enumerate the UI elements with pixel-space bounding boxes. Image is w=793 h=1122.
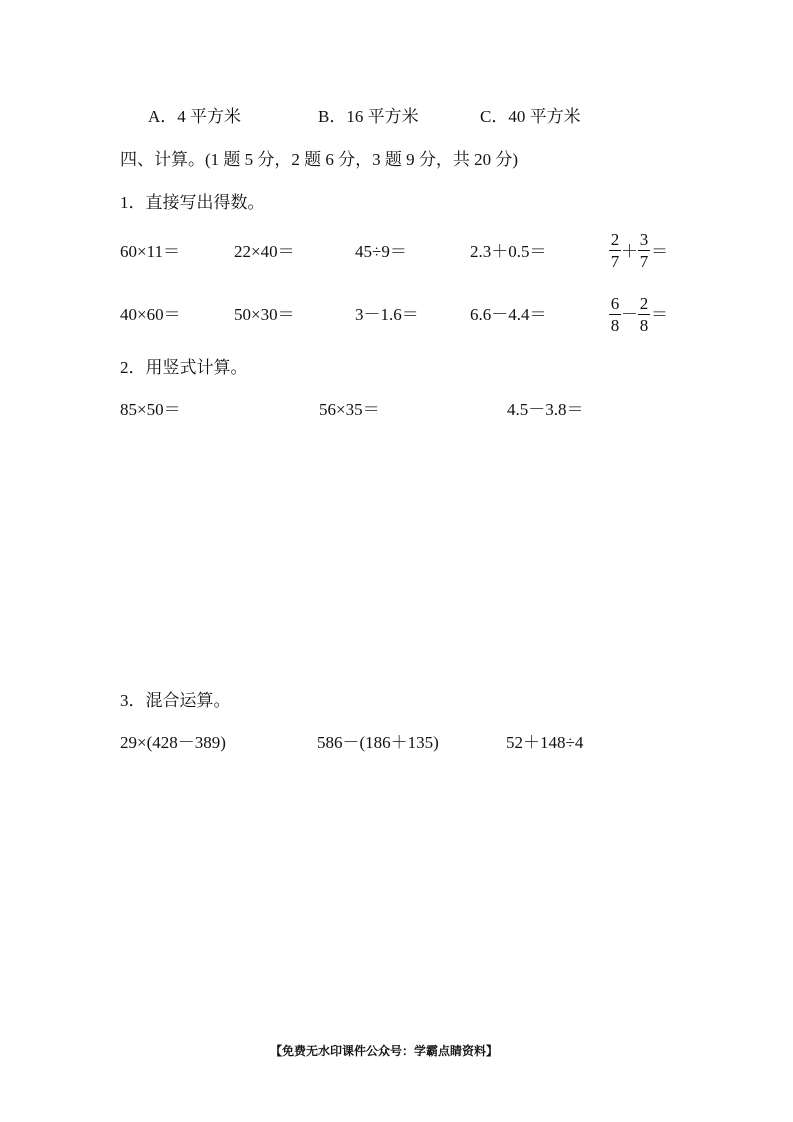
denominator: 7 — [639, 252, 649, 271]
equals-sign: ＝ — [651, 305, 668, 324]
q2-item: 56×35＝ — [319, 400, 380, 419]
minus-sign: － — [621, 305, 638, 324]
q1-title: 1．直接写出得数。 — [120, 193, 265, 212]
numerator: 3 — [639, 230, 649, 249]
option-c: C．40 平方米 — [480, 107, 581, 126]
fraction — [609, 231, 621, 270]
q1-item: 6.6－4.4＝ — [470, 305, 547, 324]
q1-item: 40×60＝ — [120, 305, 181, 324]
plus-sign: ＋ — [621, 242, 638, 261]
fraction-bar — [609, 314, 621, 315]
q2-title: 2．用竖式计算。 — [120, 358, 248, 377]
denominator: 8 — [639, 316, 649, 335]
q1-item: 3－1.6＝ — [355, 305, 419, 324]
numerator: 6 — [610, 294, 620, 313]
option-a: A．4 平方米 — [148, 107, 242, 126]
option-b: B．16 平方米 — [318, 107, 419, 126]
denominator: 7 — [610, 252, 620, 271]
fraction — [609, 295, 621, 334]
q3-title: 3．混合运算。 — [120, 691, 231, 710]
q3-item: 586－(186＋135) — [317, 733, 439, 752]
q3-item: 52＋148÷4 — [506, 733, 584, 752]
q1-item: 45÷9＝ — [355, 242, 407, 261]
q1-item: 22×40＝ — [234, 242, 295, 261]
fraction-bar — [638, 314, 650, 315]
numerator: 2 — [639, 294, 649, 313]
footer-note: 【免费无水印课件公众号：学霸点睛资料】 — [270, 1044, 499, 1058]
fraction-bar — [609, 250, 621, 251]
q2-item: 4.5－3.8＝ — [507, 400, 584, 419]
numerator: 2 — [610, 230, 620, 249]
fraction — [638, 231, 650, 270]
q2-item: 85×50＝ — [120, 400, 181, 419]
equals-sign: ＝ — [651, 242, 668, 261]
fraction-bar — [638, 250, 650, 251]
fraction — [638, 295, 650, 334]
q1-item: 2.3＋0.5＝ — [470, 242, 547, 261]
denominator: 8 — [610, 316, 620, 335]
q1-item: 60×11＝ — [120, 242, 180, 261]
section-heading: 四、计算。(1 题 5 分，2 题 6 分，3 题 9 分，共 20 分) — [120, 150, 519, 169]
q3-item: 29×(428－389) — [120, 733, 226, 752]
q1-item: 50×30＝ — [234, 305, 295, 324]
